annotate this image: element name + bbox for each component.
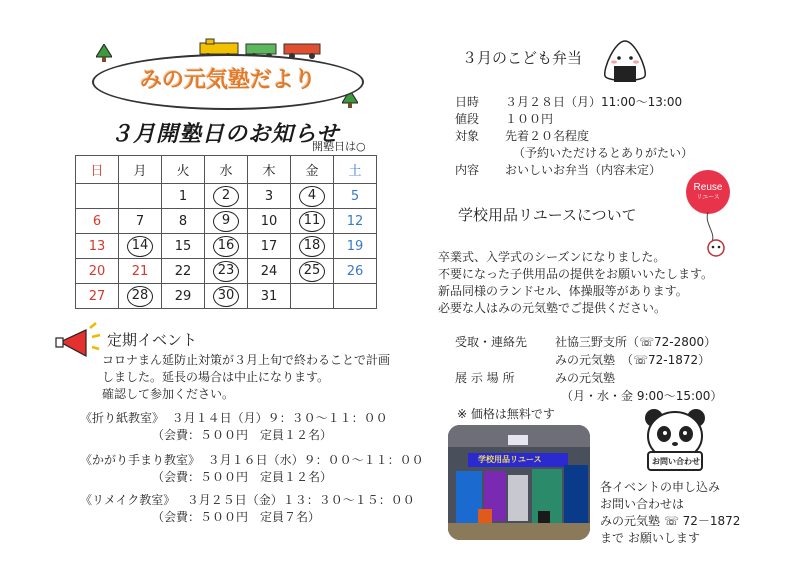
onigiri-icon — [600, 38, 650, 84]
calendar-day — [76, 184, 119, 209]
calendar-day — [205, 234, 248, 259]
inquiry-line: まで お願いします — [600, 531, 700, 545]
day-number: 26 — [346, 263, 364, 279]
tree-icon-left — [96, 44, 112, 62]
calendar-weekday-row — [76, 156, 377, 184]
day-number: 19 — [346, 238, 364, 254]
day-number: 31 — [260, 288, 278, 304]
calendar-day — [76, 234, 119, 259]
bento-label: 日時 — [455, 95, 480, 109]
weekday-header: 金 — [291, 156, 334, 184]
day-number: 15 — [174, 238, 192, 254]
event-item — [80, 410, 388, 444]
calendar-day — [334, 184, 377, 209]
calendar-day — [76, 209, 119, 234]
calendar-day — [248, 234, 291, 259]
notice-line: コロナまん延防止対策が３月上旬で終わることで計画 — [102, 353, 391, 367]
inquiry-line: みの元気塾 ☏ 72－1872 — [600, 514, 741, 528]
bento-value: （予約いただけるとありがたい） — [513, 146, 694, 160]
calendar-week-row — [76, 209, 377, 234]
calendar-day — [76, 284, 119, 309]
newsletter-title: みの元気塾だより — [139, 68, 316, 93]
bento-title: ３月のこども弁当 — [462, 49, 583, 67]
calendar-week-row — [76, 184, 377, 209]
open-day-circle: 11 — [299, 211, 325, 232]
calendar-day — [162, 209, 205, 234]
open-day-circle: 16 — [213, 236, 239, 257]
calendar-day — [162, 184, 205, 209]
day-number: 7 — [135, 213, 145, 229]
event-name: 《折り紙教室》 — [80, 411, 165, 425]
day-number: 1 — [178, 188, 188, 204]
bento-value: 先着２０名程度 — [505, 129, 590, 143]
event-fee: （会費：５００円 定員１２名） — [152, 470, 333, 484]
event-item — [80, 492, 415, 526]
day-number: 10 — [260, 213, 278, 229]
open-day-circle: 25 — [299, 261, 325, 282]
day-number: 22 — [174, 263, 192, 279]
reuse-line: 新品同様のランドセル、体操服等があります。 — [438, 284, 688, 298]
calendar-day — [334, 209, 377, 234]
calendar-table — [75, 155, 377, 309]
calendar-day — [162, 284, 205, 309]
events-notice — [102, 352, 390, 403]
open-day-circle: 2 — [213, 186, 239, 207]
day-number: 12 — [346, 213, 364, 229]
day-number: 3 — [264, 188, 274, 204]
day-number: 17 — [260, 238, 278, 254]
event-when: ３月２５日（金）１３：３０～１５：００ — [186, 493, 415, 507]
calendar-week-row — [76, 234, 377, 259]
calendar-day — [248, 184, 291, 209]
day-number: 8 — [178, 213, 188, 229]
event-fee: （会費：５００円 定員７名） — [152, 510, 321, 524]
day-number: 20 — [88, 263, 106, 279]
event-name: 《リメイク教室》 — [80, 493, 176, 507]
calendar-week-row — [76, 259, 377, 284]
events-title: 定期イベント — [107, 331, 198, 349]
weekday-header: 月 — [119, 156, 162, 184]
reuse-line: 必要な人はみの元気塾でご提供ください。 — [438, 301, 667, 315]
inquiry-line: お問い合わせは — [600, 497, 685, 511]
day-number: 24 — [260, 263, 278, 279]
display-value: （月・水・金 9:00～15:00） — [561, 389, 723, 403]
day-number: 21 — [131, 263, 149, 279]
calendar-day — [162, 259, 205, 284]
reuse-title: 学校用品リユースについて — [458, 206, 637, 224]
day-number: 27 — [88, 288, 106, 304]
photo-sign: 学校用品リユース — [478, 455, 542, 464]
calendar-day — [119, 234, 162, 259]
day-number: 13 — [88, 238, 106, 254]
calendar-day — [119, 284, 162, 309]
notice-line: しました。延長の場合は中止になります。 — [102, 370, 330, 384]
event-item — [80, 452, 424, 486]
calendar-day — [119, 209, 162, 234]
open-day-circle: 4 — [299, 186, 325, 207]
event-fee: （会費：５００円 定員１２名） — [152, 428, 333, 442]
open-day-circle: 23 — [213, 261, 239, 282]
bento-value: おいしいお弁当（内容未定） — [505, 163, 662, 177]
reuse-paragraph — [438, 249, 713, 317]
calendar-day — [291, 259, 334, 284]
calendar-day — [248, 284, 291, 309]
display-value: みの元気塾 — [555, 371, 616, 385]
calendar-day — [334, 259, 377, 284]
bento-label: 対象 — [455, 129, 480, 143]
weekday-header: 日 — [76, 156, 119, 184]
megaphone-icon — [52, 322, 102, 362]
inquiry-text — [600, 479, 740, 547]
calendar-day — [76, 259, 119, 284]
calendar-day — [119, 184, 162, 209]
calendar-day — [162, 234, 205, 259]
calendar-day — [248, 259, 291, 284]
event-name: 《かがり手まり教室》 — [80, 453, 201, 467]
reuse-line: 卒業式、入学式のシーズンになりました。 — [438, 250, 666, 264]
event-when: ３月１４日（月）９：３０～１１：００ — [171, 411, 388, 425]
calendar-day — [291, 284, 334, 309]
event-when: ３月１６日（水）９：００～１１：００ — [207, 453, 424, 467]
calendar-day — [119, 259, 162, 284]
contact-label: 受取・連絡先 — [455, 335, 528, 349]
calendar-day — [248, 209, 291, 234]
bento-label: 内容 — [455, 163, 480, 177]
calendar-day — [334, 284, 377, 309]
calendar-week-row — [76, 284, 377, 309]
calendar-day — [205, 259, 248, 284]
reuse-photo — [448, 425, 590, 540]
calendar-day — [205, 284, 248, 309]
bento-value: ３月２８日（月）11:00～13:00 — [505, 95, 683, 109]
calendar-heading: ３月開塾日のお知らせ — [110, 122, 340, 147]
open-day-circle: 18 — [299, 236, 325, 257]
open-day-circle: 9 — [213, 211, 239, 232]
notice-line: 確認して参加ください。 — [102, 387, 235, 401]
bento-details — [455, 94, 693, 179]
calendar-day — [291, 234, 334, 259]
open-day-circle: 28 — [127, 286, 153, 307]
price-note: ※ 価格は無料です — [457, 407, 555, 421]
inquiry-line: 各イベントの申し込み — [600, 480, 721, 494]
day-number: 6 — [92, 213, 102, 229]
panda-sign: お問い合わせ — [652, 457, 700, 466]
calendar-day — [291, 209, 334, 234]
open-day-circle: 14 — [127, 236, 153, 257]
calendar-day — [205, 209, 248, 234]
contact-value: 社協三野支所（☏72-2800） — [555, 335, 717, 349]
display-label: 展 示 場 所 — [455, 371, 515, 385]
calendar-day — [334, 234, 377, 259]
reuse-balloon-label: Reuse — [693, 182, 723, 193]
reuse-balloon — [686, 170, 730, 214]
day-number: 5 — [350, 188, 360, 204]
weekday-header: 水 — [205, 156, 248, 184]
bento-value: １００円 — [505, 112, 554, 126]
reuse-line: 不要になった子供用品の提供をお願いいたします。 — [438, 267, 714, 281]
bento-label: 値段 — [455, 112, 480, 126]
day-number: 29 — [174, 288, 192, 304]
open-day-circle: 30 — [213, 286, 239, 307]
reuse-balloon-sub: リユース — [696, 194, 720, 201]
open-day-note: 開塾日は○ — [312, 140, 366, 153]
weekday-header: 土 — [334, 156, 377, 184]
weekday-header: 火 — [162, 156, 205, 184]
calendar-day — [291, 184, 334, 209]
weekday-header: 木 — [248, 156, 291, 184]
contact-value: みの元気塾 （☏72-1872） — [555, 353, 711, 367]
calendar-day — [205, 184, 248, 209]
